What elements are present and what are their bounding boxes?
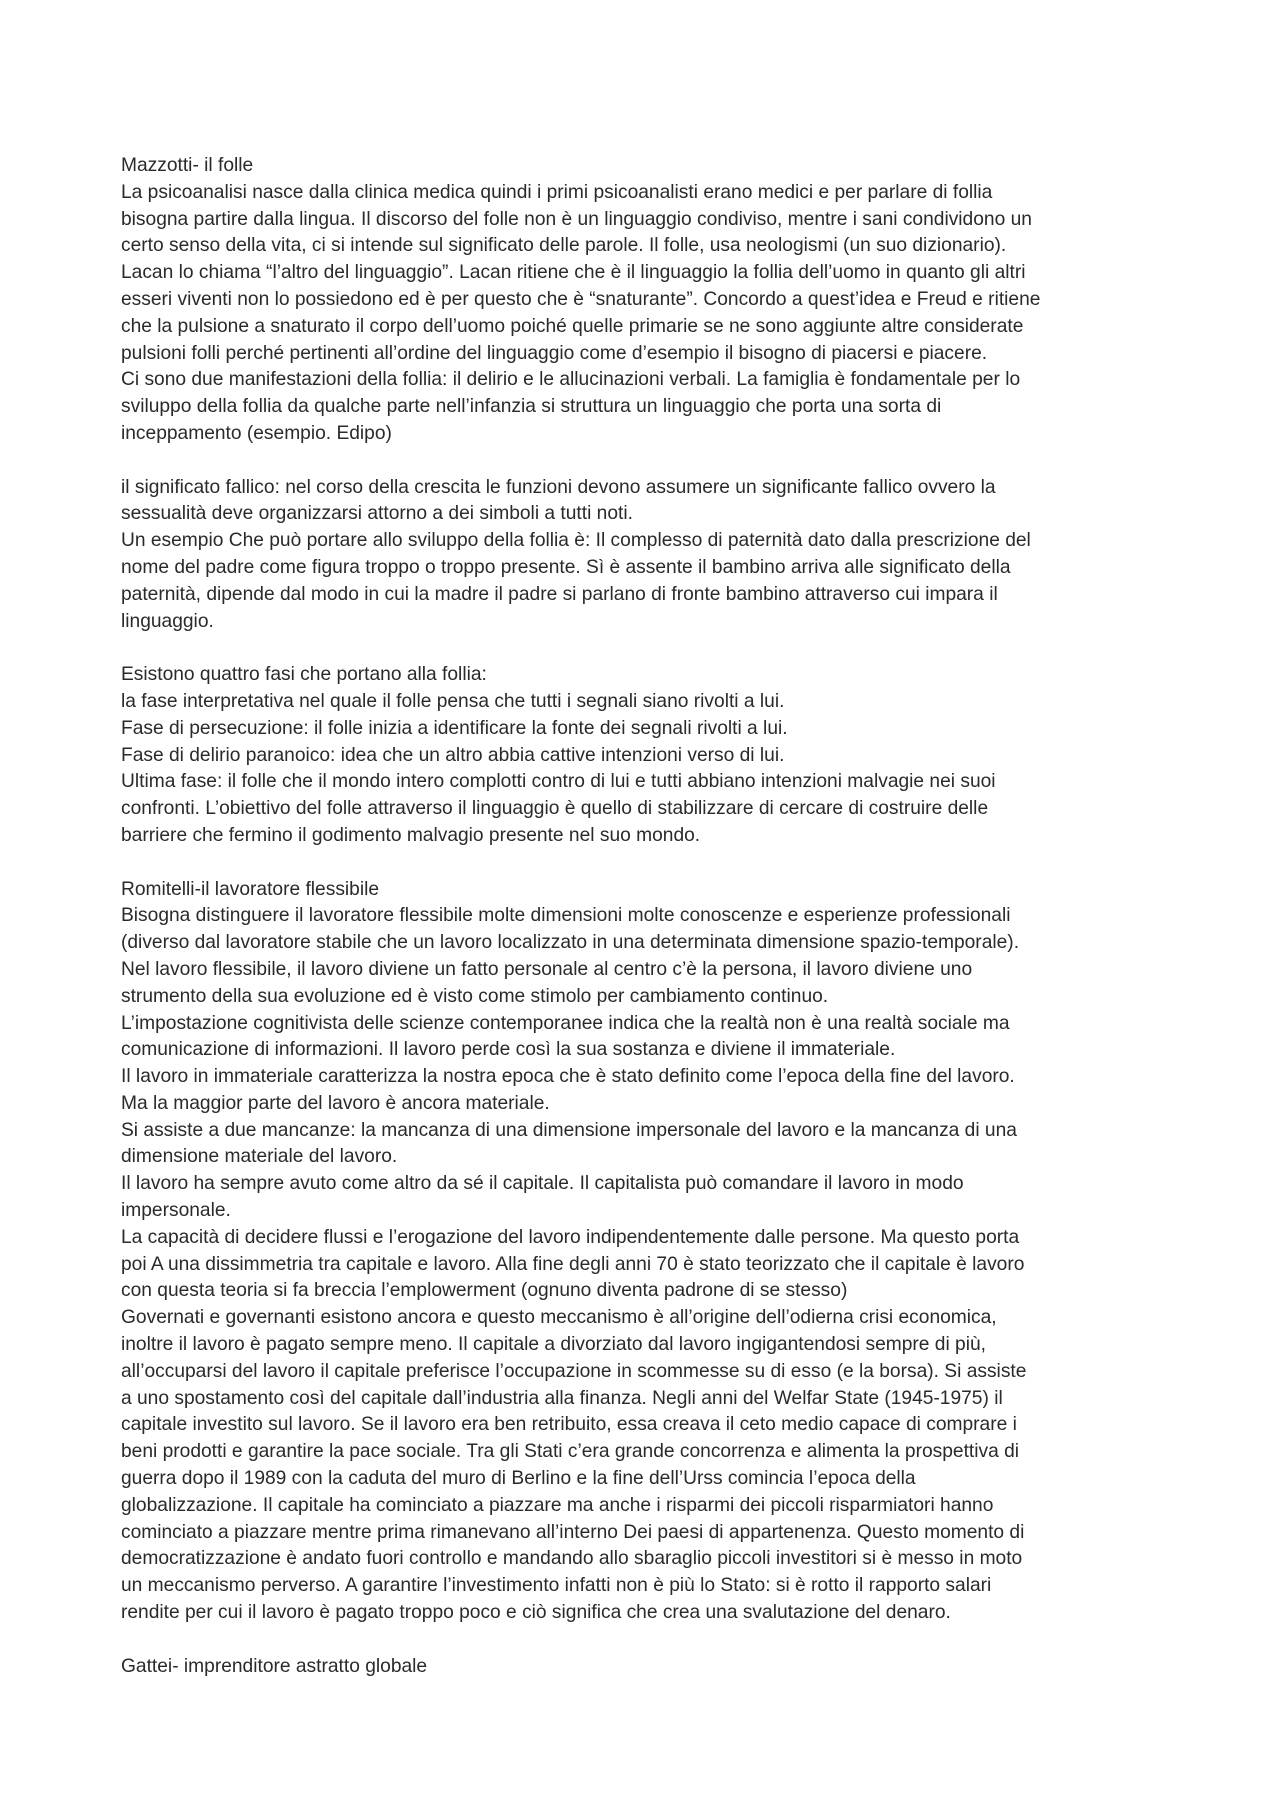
text-line: Ultima fase: il folle che il mondo intero complotti contro di lui e tutti abbiano intenzioni malvagie nei suoi	[121, 771, 996, 793]
text-line: La capacità di decidere flussi e l’erogazione del lavoro indipendentemente dalle persone. Ma questo porta	[121, 1226, 1020, 1248]
paragraph	[121, 475, 1181, 636]
text-line: globalizzazione. Il capitale ha cominciato a piazzare ma anche i risparmi dei piccoli risparmiatori hanno	[121, 1494, 994, 1516]
text-line: Gattei- imprenditore astratto globale	[121, 1655, 428, 1677]
text-line: un meccanismo perverso. A garantire l’investimento infatti non è più lo Stato: si è rotto il rapporto salari	[121, 1575, 992, 1597]
text-line: Bisogna distinguere il lavoratore flessibile molte dimensioni molte conoscenze e esperienze professionali	[121, 905, 1011, 927]
text-line: Lacan lo chiama “l’altro del linguaggio”. Lacan ritiene che è il linguaggio la follia dell’uomo in quanto gli altri	[121, 262, 1026, 284]
text-line: dimensione materiale del lavoro.	[121, 1146, 398, 1168]
text-line: Un esempio Che può portare allo sviluppo della follia è: Il complesso di paternità dato dalla prescrizione del	[121, 530, 1031, 552]
text-line: Ci sono due manifestazioni della follia: il delirio e le allucinazioni verbali. La famiglia è fondamentale per lo	[121, 369, 1021, 391]
text-line: Fase di delirio paranoico: idea che un altro abbia cattive intenzioni verso di lui.	[121, 744, 785, 766]
text-line: la fase interpretativa nel quale il folle pensa che tutti i segnali siano rivolti a lui.	[121, 690, 785, 712]
text-line: Fase di persecuzione: il folle inizia a identificare la fonte dei segnali rivolti a lui.	[121, 717, 788, 739]
paragraph-spacer	[121, 850, 1181, 877]
text-line: democratizzazione è andato fuori controllo e mandando allo sbaraglio piccoli investitori si è messo in moto	[121, 1548, 1023, 1570]
paragraph	[121, 877, 1181, 1627]
text-line: Mazzotti- il folle	[121, 155, 254, 176]
text-line: beni prodotti e garantire la pace sociale. Tra gli Stati c’era grande concorrenza e alimenta la prospettiva di	[121, 1441, 1020, 1463]
text-line: inoltre il lavoro è pagato sempre meno. Il capitale a divorziato dal lavoro ingigantendosi sempre di più,	[121, 1334, 986, 1356]
text-line: strumento della sua evoluzione ed è visto come stimolo per cambiamento continuo.	[121, 985, 829, 1007]
text-line: certo senso della vita, ci si intende sul significato delle parole. Il folle, usa neologismi (un suo dizionario).	[121, 235, 1007, 257]
text-line: Il lavoro in immateriale caratterizza la nostra epoca che è stato definito come l’epoca della fine del lavoro.	[121, 1066, 1015, 1088]
paragraph	[121, 1654, 1181, 1681]
paragraph-spacer	[121, 635, 1181, 662]
text-line: bisogna partire dalla lingua. Il discorso del folle non è un linguaggio condiviso, mentre i sani condividono un	[121, 208, 1032, 230]
text-line: cominciato a piazzare mentre prima rimanevano all’interno Dei paesi di appartenenza. Questo momento di	[121, 1521, 1025, 1543]
text-line: paternità, dipende dal modo in cui la madre il padre si parlano di fronte bambino attraverso cui impara il	[121, 583, 998, 605]
text-line: con questa teoria si fa breccia l’emplowerment (ognuno diventa padrone di se stesso)	[121, 1280, 848, 1302]
text-line: sviluppo della follia da qualche parte nell’infanzia si struttura un linguaggio che porta una sorta di	[121, 396, 942, 418]
text-line: esseri viventi non lo possiedono ed è per questo che è “snaturante”. Concordo a quest’idea e Freud e ritiene	[121, 288, 1041, 310]
text-line: guerra dopo il 1989 con la caduta del muro di Berlino e la fine dell’Urss comincia l’epoca della	[121, 1468, 916, 1490]
text-line: poi A una dissimmetria tra capitale e lavoro. Alla fine degli anni 70 è stato teorizzato che il capitale è lavoro	[121, 1253, 1025, 1275]
text-line: capitale investito sul lavoro. Se il lavoro era ben retribuito, essa creava il ceto medio capace di comprare i	[121, 1414, 1017, 1436]
document-page	[121, 153, 1181, 1680]
paragraph-spacer	[121, 448, 1181, 475]
text-line: a uno spostamento così del capitale dall’industria alla finanza. Negli anni del Welfar State (1945-1975) il	[121, 1387, 1003, 1409]
text-line: che la pulsione a snaturato il corpo dell’uomo poiché quelle primarie se ne sono aggiunte altre considerate	[121, 315, 1024, 337]
text-line: comunicazione di informazioni. Il lavoro perde così la sua sostanza e diviene il immateriale.	[121, 1039, 896, 1061]
text-line: Nel lavoro flessibile, il lavoro diviene un fatto personale al centro c’è la persona, il lavoro diviene uno	[121, 958, 973, 980]
text-line: barriere che fermino il godimento malvagio presente nel suo mondo.	[121, 824, 701, 846]
text-line: sessualità deve organizzarsi attorno a dei simboli a tutti noti.	[121, 503, 633, 525]
paragraph	[121, 662, 1181, 850]
text-line: L’impostazione cognitivista delle scienze contemporanee indica che la realtà non è una realtà sociale ma	[121, 1012, 1010, 1034]
text-line: Si assiste a due mancanze: la mancanza di una dimensione impersonale del lavoro e la mancanza di una	[121, 1119, 1017, 1141]
text-line: Esistono quattro fasi che portano alla follia:	[121, 664, 487, 686]
text-line: La psicoanalisi nasce dalla clinica medica quindi i primi psicoanalisti erano medici e per parlare di follia	[121, 181, 993, 203]
text-line: pulsioni folli perché pertinenti all’ordine del linguaggio come d’esempio il bisogno di piacersi e piacere.	[121, 342, 988, 364]
text-line: Governati e governanti esistono ancora e questo meccanismo è all’origine dell’odierna crisi economica,	[121, 1307, 997, 1329]
text-line: inceppamento (esempio. Edipo)	[121, 422, 392, 444]
text-line: impersonale.	[121, 1200, 231, 1222]
text-line: all’occuparsi del lavoro il capitale preferisce l’occupazione in scommesse su di esso (e la borsa). Si assiste	[121, 1360, 1027, 1382]
text-line: Il lavoro ha sempre avuto come altro da sé il capitale. Il capitalista può comandare il lavoro in modo	[121, 1173, 964, 1195]
text-line: il significato fallico: nel corso della crescita le funzioni devono assumere un significante fallico ovvero la	[121, 476, 996, 498]
text-line: Ma la maggior parte del lavoro è ancora materiale.	[121, 1092, 550, 1114]
text-line: confronti. L’obiettivo del folle attraverso il linguaggio è quello di stabilizzare di cercare di costruire delle	[121, 798, 989, 820]
text-line: rendite per cui il lavoro è pagato troppo poco e ciò significa che crea una svalutazione del denaro.	[121, 1602, 951, 1624]
text-line: (diverso dal lavoratore stabile che un lavoro localizzato in una determinata dimensione spazio-temporale).	[121, 932, 1020, 954]
paragraph-spacer	[121, 1627, 1181, 1654]
text-line: linguaggio.	[121, 610, 214, 632]
text-line: nome del padre come figura troppo o troppo presente. Sì è assente il bambino arriva alle significato della	[121, 556, 1011, 578]
paragraph	[121, 153, 1181, 448]
text-line: Romitelli-il lavoratore flessibile	[121, 878, 380, 900]
